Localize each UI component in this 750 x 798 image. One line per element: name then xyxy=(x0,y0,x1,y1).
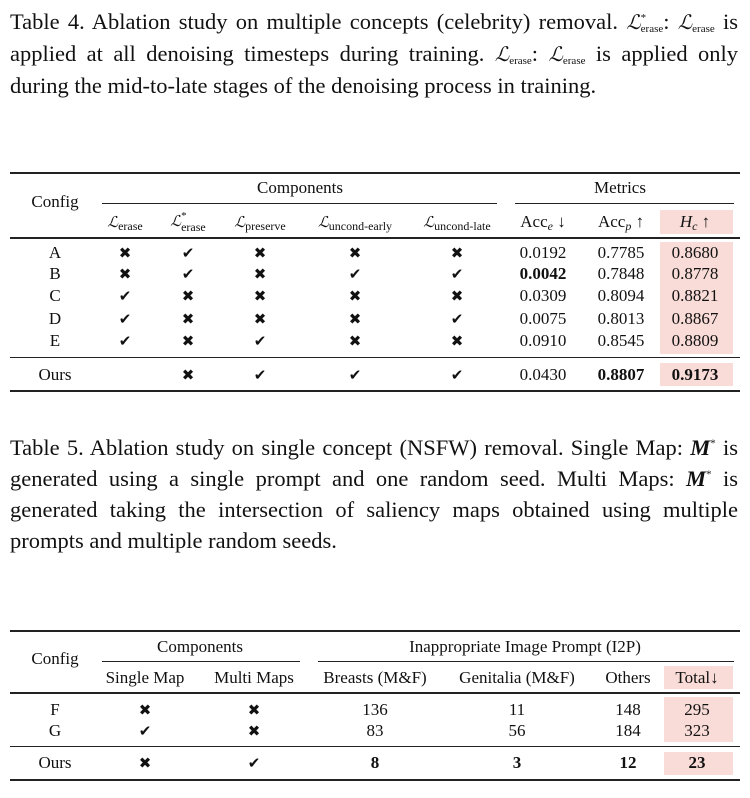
cross-icon: ✖ xyxy=(450,287,464,305)
metric-acc-p: 0.7785 xyxy=(597,243,645,262)
column-header: Single Map xyxy=(105,668,185,687)
cross-icon: ✖ xyxy=(253,265,267,283)
metric-acc-p: 0.8094 xyxy=(597,286,645,305)
metric-h-c: 0.8809 xyxy=(671,331,719,350)
config-header: Config xyxy=(31,192,79,211)
check-icon: ✔ xyxy=(253,332,267,350)
metric-acc-p: 0.8807 xyxy=(597,365,645,384)
cross-icon: ✖ xyxy=(348,244,362,262)
ours-rule xyxy=(10,746,740,747)
cross-icon: ✖ xyxy=(181,332,195,350)
cross-icon: ✖ xyxy=(450,332,464,350)
row-config: Ours xyxy=(38,365,72,384)
column-header: Genitalia (M&F) xyxy=(459,668,575,687)
check-icon: ✔ xyxy=(247,754,261,772)
column-header: ℒ$_{uncond-late}$ xyxy=(423,213,491,233)
config-header: Config xyxy=(31,649,79,668)
table4-caption: Table 4. Ablation study on multiple concepts (celebrity) removal. ℒ * erase : ℒ$_{erase}$ is applied at all denoising timesteps during training. ℒ$_{erase}$: ℒ$_{erase}$ is applied only during the mid-to-late stages of the denoising process in training. xyxy=(10,9,739,98)
row-config: E xyxy=(49,331,61,350)
table5-caption: Table 5. Ablation study on single concept (NSFW) removal. Single Map: M* is generated using a single prompt and one random seed. Multi Maps: M* is generated taking the intersection of saliency maps obtained using multiple prompts and multiple random seeds. xyxy=(10,435,738,553)
metric-h-c: 0.8680 xyxy=(671,243,719,262)
i2p-header: Inappropriate Image Prompt (I2P) xyxy=(409,637,641,656)
metric-acc-p: 0.7848 xyxy=(597,264,645,283)
cross-icon: ✖ xyxy=(118,265,132,283)
check-icon: ✔ xyxy=(348,265,362,283)
metric-acc-e: 0.0192 xyxy=(519,243,567,262)
row-config: B xyxy=(49,264,61,283)
metric-h-c: 0.9173 xyxy=(671,365,719,384)
check-icon: ✔ xyxy=(138,722,152,740)
column-header: Others xyxy=(605,668,651,687)
value-cell: 136 xyxy=(362,700,388,719)
check-icon: ✔ xyxy=(450,366,464,384)
value-cell: 83 xyxy=(366,721,384,740)
cross-icon: ✖ xyxy=(247,722,261,740)
cross-icon: ✖ xyxy=(138,754,152,772)
check-icon: ✔ xyxy=(181,265,195,283)
check-icon: ✔ xyxy=(118,287,132,305)
value-cell: 148 xyxy=(615,700,641,719)
metric-h-c: 0.8778 xyxy=(671,264,719,283)
check-icon: ✔ xyxy=(450,310,464,328)
cross-icon: ✖ xyxy=(138,701,152,719)
bottom-rule xyxy=(10,390,740,392)
components-rule xyxy=(102,203,497,204)
row-config: Ours xyxy=(38,753,72,772)
metric-acc-e: 0.0042 xyxy=(519,264,567,283)
sup-sub-stack: * erase xyxy=(640,11,664,35)
value-cell: 56 xyxy=(508,721,526,740)
column-header: Total↓ xyxy=(675,668,719,687)
row-config: A xyxy=(48,243,62,262)
cross-icon: ✖ xyxy=(450,244,464,262)
cross-icon: ✖ xyxy=(247,701,261,719)
check-icon: ✔ xyxy=(450,265,464,283)
metric-acc-e: 0.0309 xyxy=(519,286,567,305)
ours-rule xyxy=(10,357,740,358)
value-cell: 12 xyxy=(619,753,637,772)
check-icon: ✔ xyxy=(253,366,267,384)
top-rule xyxy=(10,172,740,174)
metric-header: $H_c$ ↑ xyxy=(679,212,711,233)
value-cell: 295 xyxy=(684,700,710,719)
value-cell: 184 xyxy=(615,721,641,740)
cross-icon: ✖ xyxy=(118,244,132,262)
metric-h-c: 0.8821 xyxy=(671,286,719,305)
value-cell: 3 xyxy=(512,753,522,772)
row-config: C xyxy=(49,286,61,305)
row-config: F xyxy=(50,700,60,719)
cross-icon: ✖ xyxy=(253,287,267,305)
top-rule xyxy=(10,630,740,632)
cross-icon: ✖ xyxy=(181,366,195,384)
metrics-header: Metrics xyxy=(594,178,646,197)
check-icon: ✔ xyxy=(118,332,132,350)
i2p-rule xyxy=(318,661,734,662)
bottom-rule xyxy=(10,779,740,781)
check-icon: ✔ xyxy=(181,244,195,262)
value-cell: 323 xyxy=(684,721,710,740)
table5-label: Table 5. xyxy=(10,435,84,460)
cross-icon: ✖ xyxy=(348,332,362,350)
value-cell: 11 xyxy=(508,700,526,719)
metric-acc-e: 0.0910 xyxy=(519,331,567,350)
table4-label: Table 4. xyxy=(10,9,85,34)
header-rule xyxy=(10,237,740,239)
column-header: ℒ$_{erase}$ xyxy=(107,213,143,233)
cross-icon: ✖ xyxy=(253,244,267,262)
cross-icon: ✖ xyxy=(181,310,195,328)
column-header: ℒ * erase xyxy=(170,210,206,235)
value-cell: 23 xyxy=(688,753,706,772)
column-header: Breasts (M&F) xyxy=(323,668,427,687)
cross-icon: ✖ xyxy=(348,287,362,305)
metric-header: Acc$_p$ ↑ xyxy=(597,212,645,233)
metric-header: Acc$_e$ ↓ xyxy=(520,212,566,233)
column-header: ℒ$_{uncond-early}$ xyxy=(317,213,393,233)
metric-acc-p: 0.8545 xyxy=(597,331,645,350)
components-rule xyxy=(102,661,300,662)
check-icon: ✔ xyxy=(118,310,132,328)
cross-icon: ✖ xyxy=(348,310,362,328)
components-header: Components xyxy=(157,637,243,656)
column-header: Multi Maps xyxy=(214,668,294,687)
metrics-rule xyxy=(515,203,734,204)
metric-h-c: 0.8867 xyxy=(671,309,719,328)
check-icon: ✔ xyxy=(348,366,362,384)
column-header: ℒ$_{preserve}$ xyxy=(234,213,286,233)
metric-acc-e: 0.0075 xyxy=(519,309,567,328)
components-header: Components xyxy=(257,178,343,197)
cross-icon: ✖ xyxy=(181,287,195,305)
row-config: D xyxy=(48,309,62,328)
value-cell: 8 xyxy=(370,753,380,772)
cross-icon: ✖ xyxy=(253,310,267,328)
header-rule xyxy=(10,692,740,694)
row-config: G xyxy=(48,721,62,740)
metric-acc-e: 0.0430 xyxy=(519,365,567,384)
metric-acc-p: 0.8013 xyxy=(597,309,645,328)
